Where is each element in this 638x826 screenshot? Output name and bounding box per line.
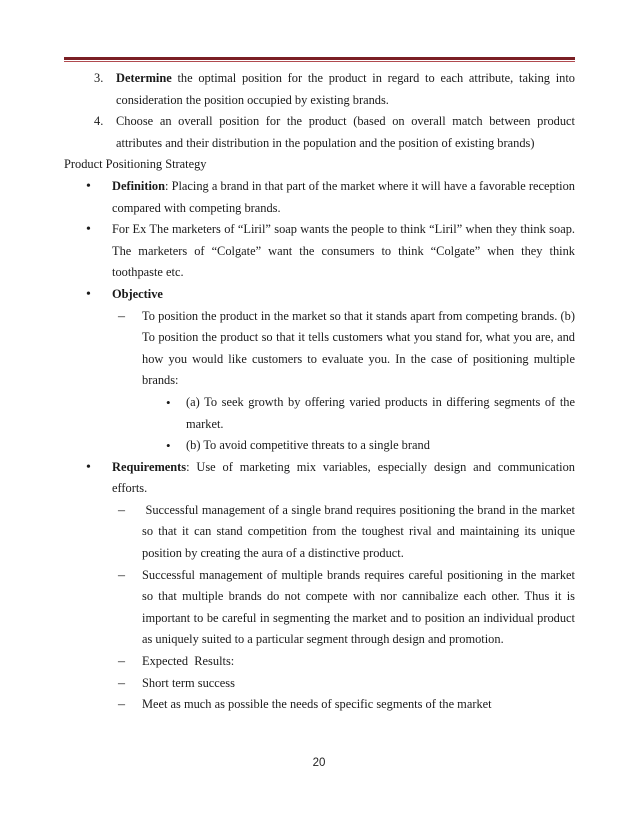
bullet-text (112, 284, 575, 306)
bullet-definition (86, 176, 575, 219)
header-rule (64, 57, 575, 61)
item-rest: the optimal position for the product in regard to each attribute, taking into consideration the position occupied by existing brands. (116, 71, 575, 107)
bullet-marker: • (86, 222, 91, 238)
bullet-lead: Definition (112, 178, 166, 193)
dash-text: Short term success (142, 675, 235, 690)
bullet-lead: Objective (112, 286, 163, 301)
bullet-marker: • (86, 459, 91, 475)
dash-marker: – (118, 675, 125, 691)
bullet-marker: • (86, 178, 91, 194)
sub-bullet-text: (b) To avoid competitive threats to a single brand (186, 438, 430, 453)
sub-bullet-text: (a) To seek growth by offering varied products in differing segments of the market. (186, 394, 575, 431)
dash-item (118, 565, 575, 651)
numbered-item-4 (94, 111, 575, 154)
dash-marker: – (118, 502, 125, 518)
bullet-text: For Ex The marketers of “Liril” soap wants the people to think “Liril” when they think soap. The marketers of “Colgate” want the consumers to think “Colgate” when they think toothpaste etc. (112, 222, 575, 280)
dash-text: Successful management of a single brand requires positioning the brand in the market so that it can stand competition from the toughest rival and maintaining its unique position by creating the aura of a distinctive product. (142, 502, 579, 561)
dash-text: Successful management of multiple brands requires careful positioning in the market so that multiple brands do not compete with nor cannibalize each other. Thus it is important to be careful in segmenting the market and to position an individual product as uniquely suited to a particular segment through design and promotion. (142, 567, 575, 647)
sub-bullet (166, 392, 575, 435)
bullet-example (86, 219, 575, 284)
bullet-rest: : Use of marketing mix variables, especially design and communication efforts. (112, 459, 575, 496)
dash-item (118, 694, 575, 716)
dash-item (118, 651, 575, 673)
bullet-marker: • (166, 394, 171, 410)
item-number: 4. (94, 114, 104, 129)
header-rule-thin (64, 61, 575, 62)
bullet-marker: • (166, 438, 171, 454)
item-text (116, 68, 575, 111)
dash-text: To position the product in the market so that it stands apart from competing brands. (b) To position the product so that it tells customers what you stand for, what you are, and how you would like customers to evaluate you. In the case of positioning multiple brands: (142, 308, 575, 388)
bullet-text (112, 176, 575, 219)
numbered-item-3 (94, 68, 575, 111)
dash-marker: – (118, 308, 125, 324)
header-rule-thick (64, 57, 575, 60)
bullet-lead: Requirements (112, 459, 187, 474)
dash-marker: – (118, 567, 125, 583)
bullet-objective (86, 284, 575, 306)
dash-item (118, 673, 575, 695)
dash-item (118, 500, 579, 565)
dash-text: Expected Results: (142, 654, 235, 669)
page-number: 20 (312, 757, 326, 769)
page-content (64, 68, 579, 716)
item-lead: Determine (116, 71, 172, 85)
item-text: Choose an overall position for the product (based on overall match between product attributes and their distribution in the population and the position of existing brands) (116, 114, 575, 150)
bullet-text (112, 457, 575, 500)
section-heading: Product Positioning Strategy (64, 157, 207, 172)
dash-marker: – (118, 654, 125, 670)
bullet-requirements (86, 457, 575, 500)
dash-marker: – (118, 697, 125, 713)
bullet-rest: : Placing a brand in that part of the market where it will have a favorable reception compared with competing brands. (112, 178, 575, 215)
sub-bullet (166, 435, 575, 457)
dash-text: Meet as much as possible the needs of specific segments of the market (142, 697, 492, 712)
dash-objective (118, 306, 575, 392)
bullet-marker: • (86, 286, 91, 302)
item-number: 3. (94, 71, 104, 85)
